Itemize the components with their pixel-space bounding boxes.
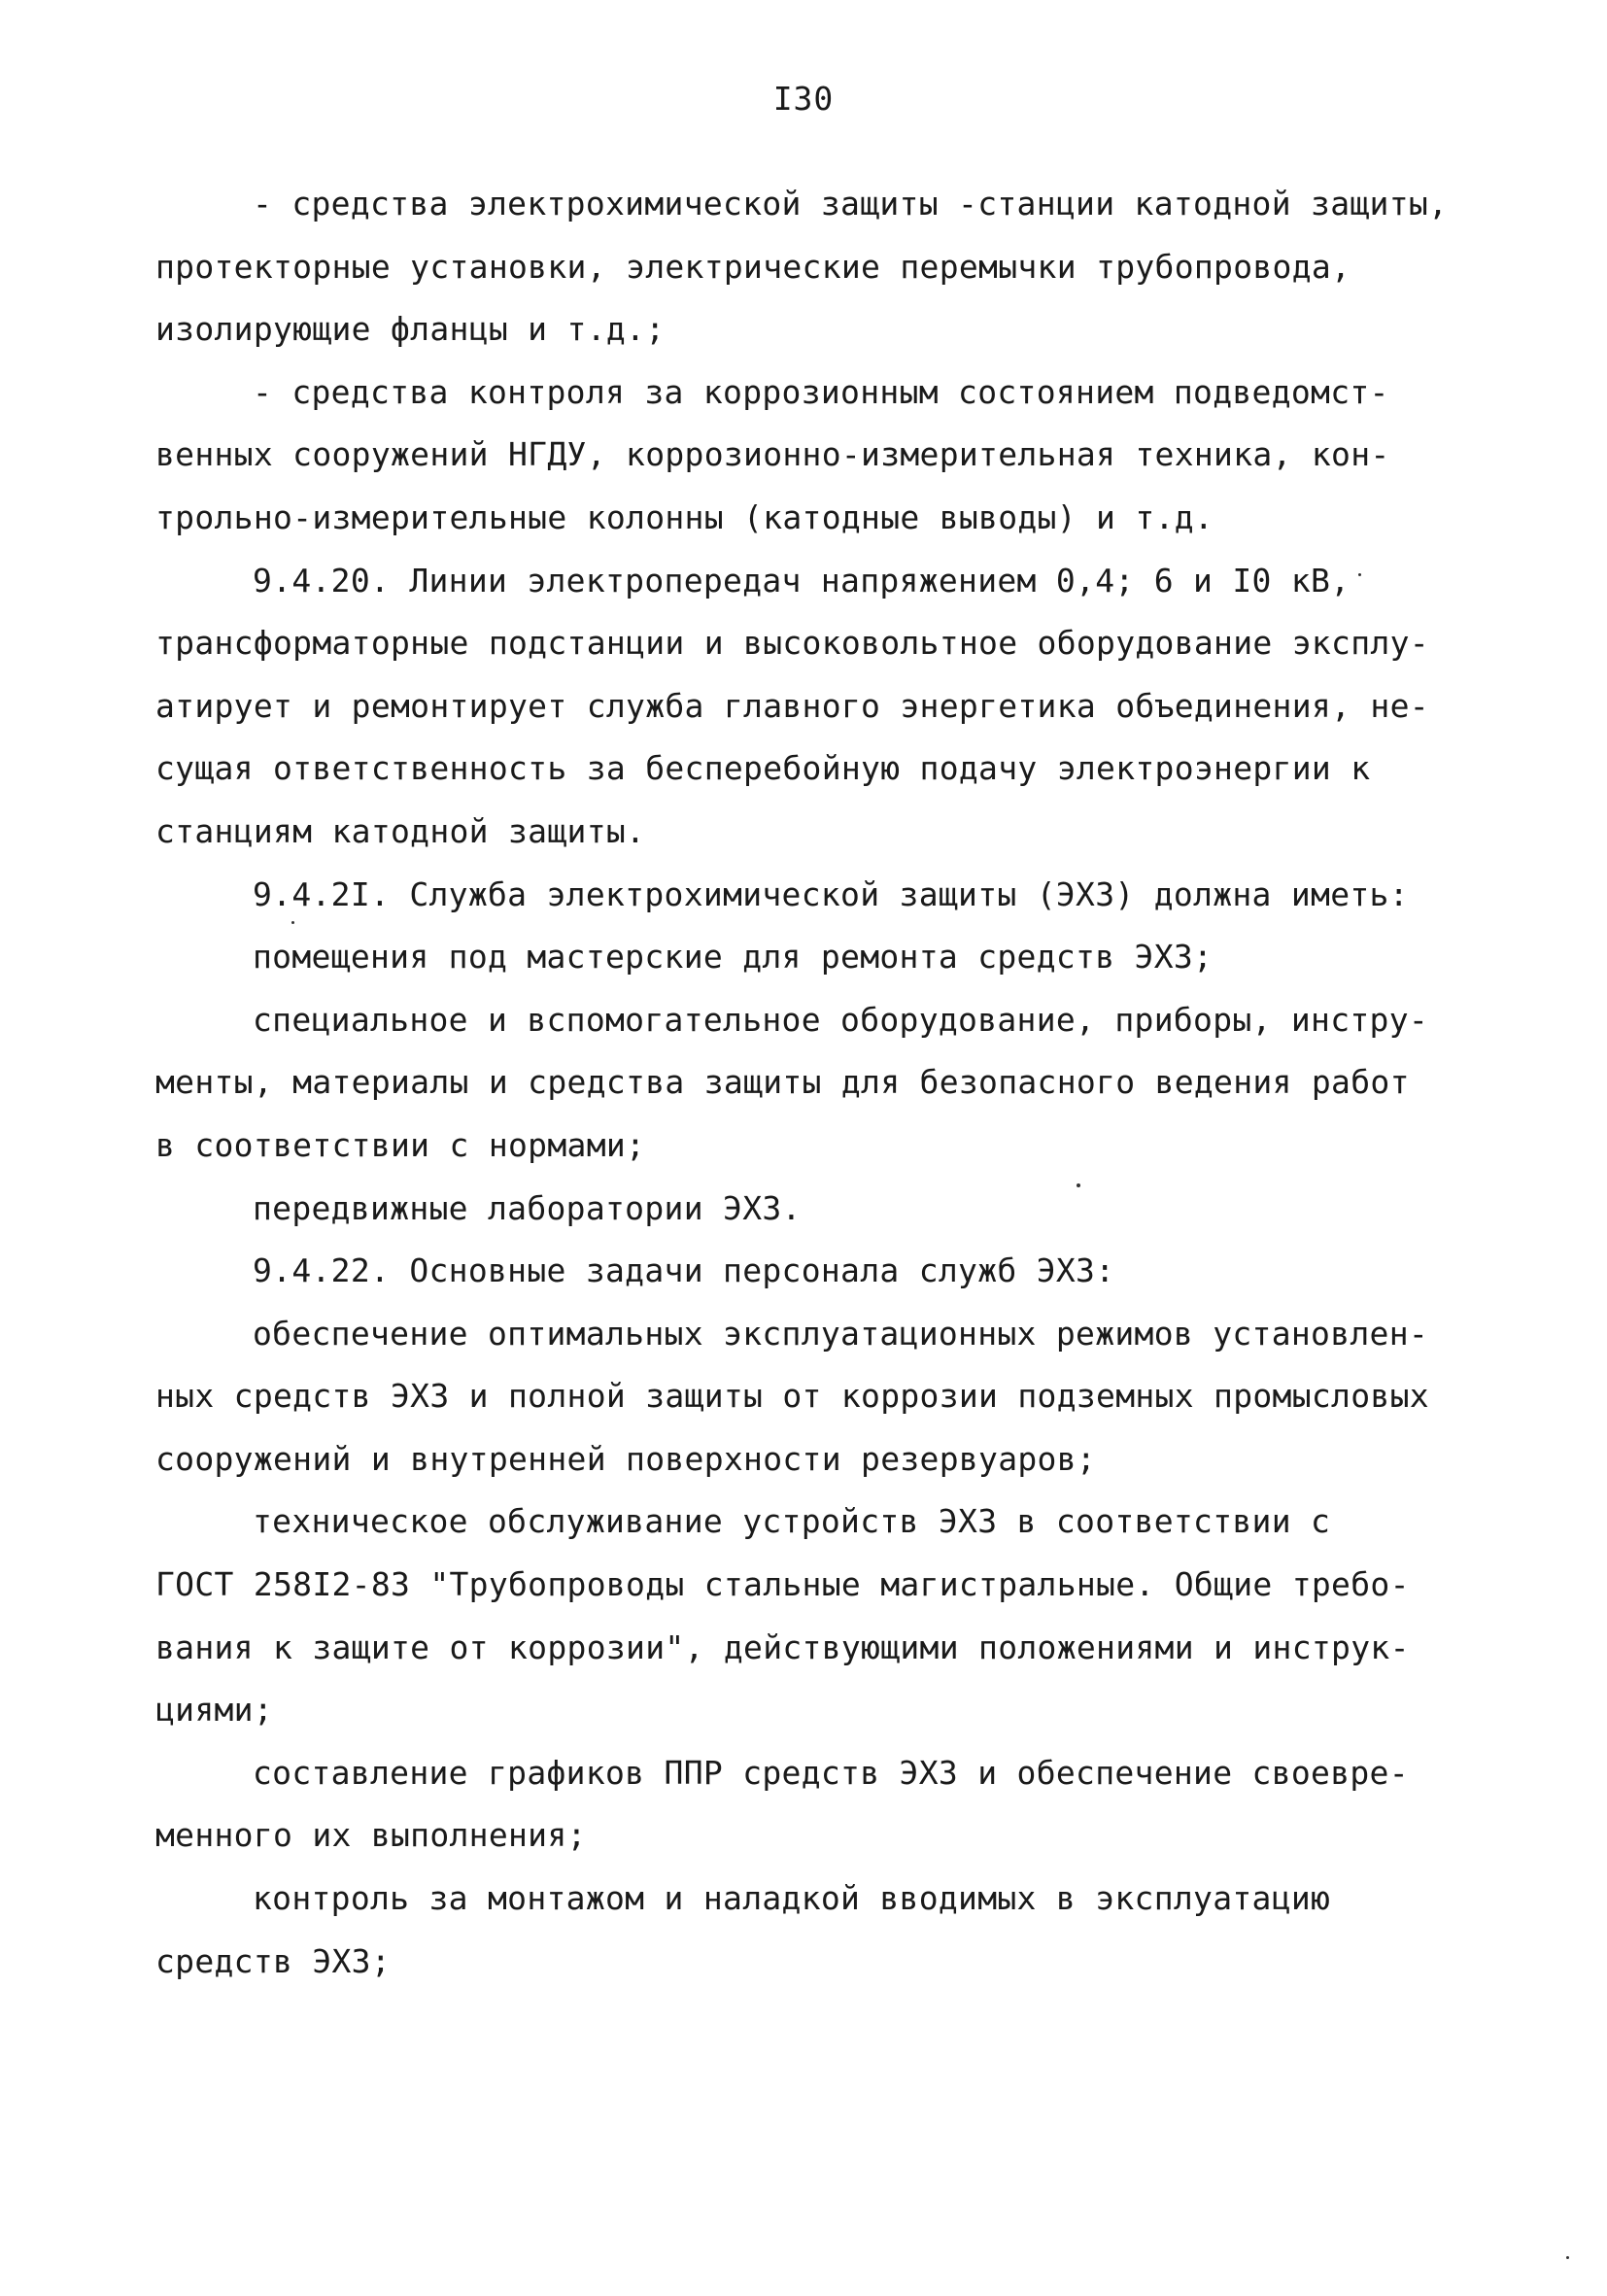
text-line: 9.4.20. Линии электропередач напряжением 0,4; 6 и I0 кВ, <box>253 561 1351 600</box>
page-number: I30 <box>772 80 835 118</box>
text-line: атирует и ремонтирует служба главного энергетика объединения, не- <box>155 686 1429 725</box>
body-text <box>155 173 1448 1993</box>
text-line: циями; <box>155 1691 274 1730</box>
scan-speck <box>291 921 294 924</box>
text-line: контроль за монтажом и наладкой вводимых в эксплуатацию <box>253 1879 1331 1918</box>
text-line: 9.4.22. Основные задачи персонала служб ЭХЗ: <box>253 1251 1115 1290</box>
text-line: сущая ответственность за бесперебойную подачу электроэнергии к <box>155 749 1371 788</box>
text-line: составление графиков ППР средств ЭХЗ и обеспечение своевре- <box>253 1753 1409 1792</box>
text-line: трольно-измерительные колонны (катодные выводы) и т.д. <box>155 497 1214 536</box>
text-line: передвижные лаборатории ЭХЗ. <box>253 1188 802 1227</box>
text-line: в соответствии с нормами; <box>155 1125 646 1164</box>
text-line: сооружений и внутренней поверхности резервуаров; <box>155 1439 1097 1478</box>
text-line: станциям катодной защиты. <box>155 811 646 850</box>
scan-speck <box>1566 2256 1569 2259</box>
scan-speck <box>1358 573 1361 576</box>
text-line: менного их выполнения; <box>155 1816 587 1855</box>
text-line: - средства электрохимической защиты -станции катодной защиты, <box>253 185 1449 223</box>
scan-speck <box>1077 1183 1080 1187</box>
text-line: протекторные установки, электрические перемычки трубопровода, <box>155 247 1351 286</box>
text-line: - средства контроля за коррозионным состоянием подведомст- <box>253 372 1389 411</box>
text-line: средств ЭХЗ; <box>155 1941 392 1980</box>
text-line: венных сооружений НГДУ, коррозионно-измерительная техника, кон- <box>155 435 1390 474</box>
text-line: ГОСТ 258I2-83 "Трубопроводы стальные магистральные. Общие требо- <box>155 1565 1410 1604</box>
text-line: специальное и вспомогательное оборудование, приборы, инстру- <box>253 1000 1429 1039</box>
text-line: 9.4.2I. Служба электрохимической защиты (ЭХЗ) должна иметь: <box>253 874 1409 913</box>
text-line: техническое обслуживание устройств ЭХЗ в соответствии с <box>253 1502 1331 1541</box>
text-line: ных средств ЭХЗ и полной защиты от коррозии подземных промысловых <box>155 1377 1429 1416</box>
text-line: обеспечение оптимальных эксплуатационных режимов установлен- <box>253 1314 1429 1353</box>
text-line: помещения под мастерские для ремонта средств ЭХЗ; <box>253 938 1214 977</box>
text-line: вания к защите от коррозии", действующими положениями и инструк- <box>155 1628 1410 1666</box>
text-line: менты, материалы и средства защиты для безопасного ведения работ <box>155 1063 1410 1102</box>
text-line: трансформаторные подстанции и высоковольтное оборудование эксплу- <box>155 624 1429 663</box>
text-line: изолирующие фланцы и т.д.; <box>155 310 666 349</box>
